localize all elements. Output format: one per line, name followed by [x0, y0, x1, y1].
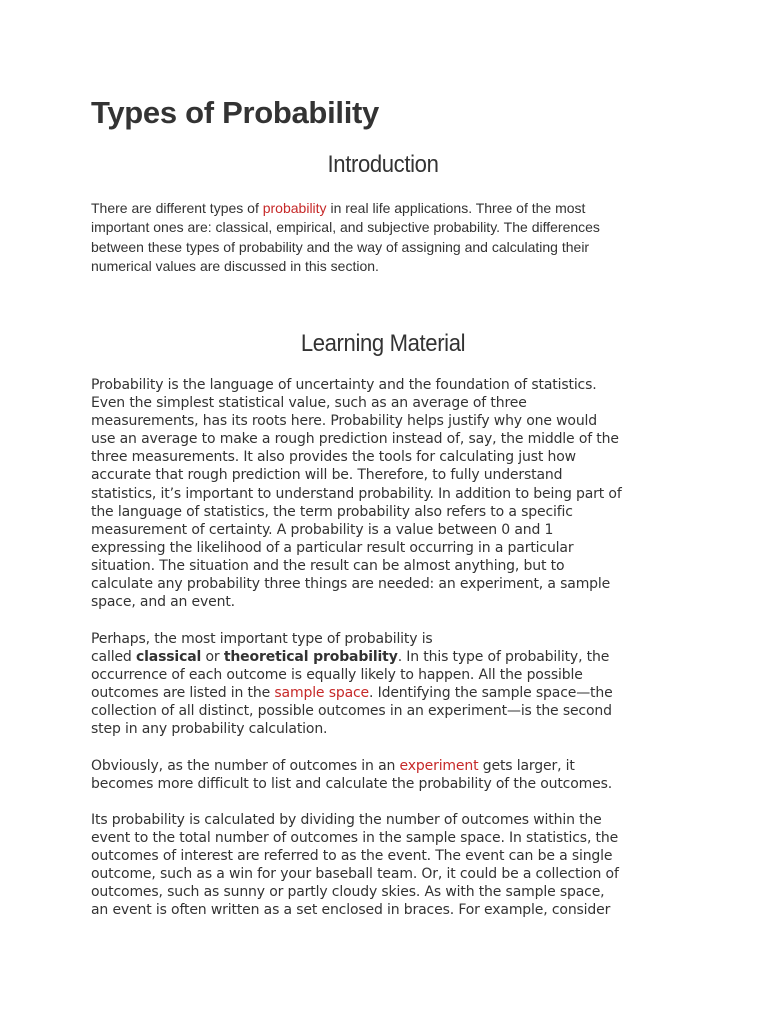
introduction-paragraph: [91, 199, 651, 277]
learning-material-heading: Learning Material: [300, 330, 466, 357]
learning-paragraph-2: Perhaps, the most important type of probability is called classical or theoretical probability. In this type of probability, the occurrence of each outcome is equally likely to happen. All the possible outcomes are listed in the sample space. Identifying the sample space—the collection of all distinct, possible outcomes in an experiment—is the second step in any probability calculation.: [91, 631, 613, 738]
page-title: Types of Probability: [91, 95, 379, 130]
intro-line: between these types of probability and the way of assigning and calculating their: [91, 238, 590, 255]
learning-paragraph-4: Its probability is calculated by dividing the number of outcomes within the event to the total number of outcomes in the sample space. In statistics, the outcomes of interest are referred to as the event. The event can be a single outcome, such as a win for your baseball team. Or, it could be a collection of outcomes, such as sunny or partly cloudy skies. As with the sample space, an event is often written as a set enclosed in braces. For example, consider: [91, 812, 619, 919]
classical-term: classical: [135, 649, 202, 666]
intro-line: numerical values are discussed in this section.: [91, 258, 379, 275]
theoretical-probability-term: theoretical probability: [223, 649, 398, 666]
probability-link[interactable]: probability: [262, 200, 327, 216]
intro-line: There are different types of probability in real life applications. Three of the most: [91, 200, 586, 216]
introduction-heading: Introduction: [327, 151, 439, 178]
learning-paragraph-3: Obviously, as the number of outcomes in an experiment gets larger, it becomes more difficult to list and calculate the probability of the outcomes.: [91, 758, 613, 793]
experiment-link[interactable]: experiment: [399, 758, 479, 774]
sample-space-link[interactable]: sample space: [274, 685, 370, 702]
learning-paragraph-1: Probability is the language of uncertainty and the foundation of statistics. Even the simplest statistical value, such as an average of three measurements, has its roots here. Probability helps justify why one would use an average to make a rough prediction instead of, say, the middle of the three measurements. It also provides the tools for calculating just how accurate that rough prediction will be. Therefore, to fully understand statistics, it’s important to understand probability. In addition to being part of the language of statistics, the term probability also refers to a specific measurement of certainty. A probability is a value between 0 and 1 expressing the likelihood of a particular result occurring in a particular situation. The situation and the result can be almost anything, but to calculate any probability three things are needed: an experiment, a sample space, and an event.: [91, 377, 622, 611]
intro-line: important ones are: classical, empirical, and subjective probability. The differences: [91, 219, 600, 236]
